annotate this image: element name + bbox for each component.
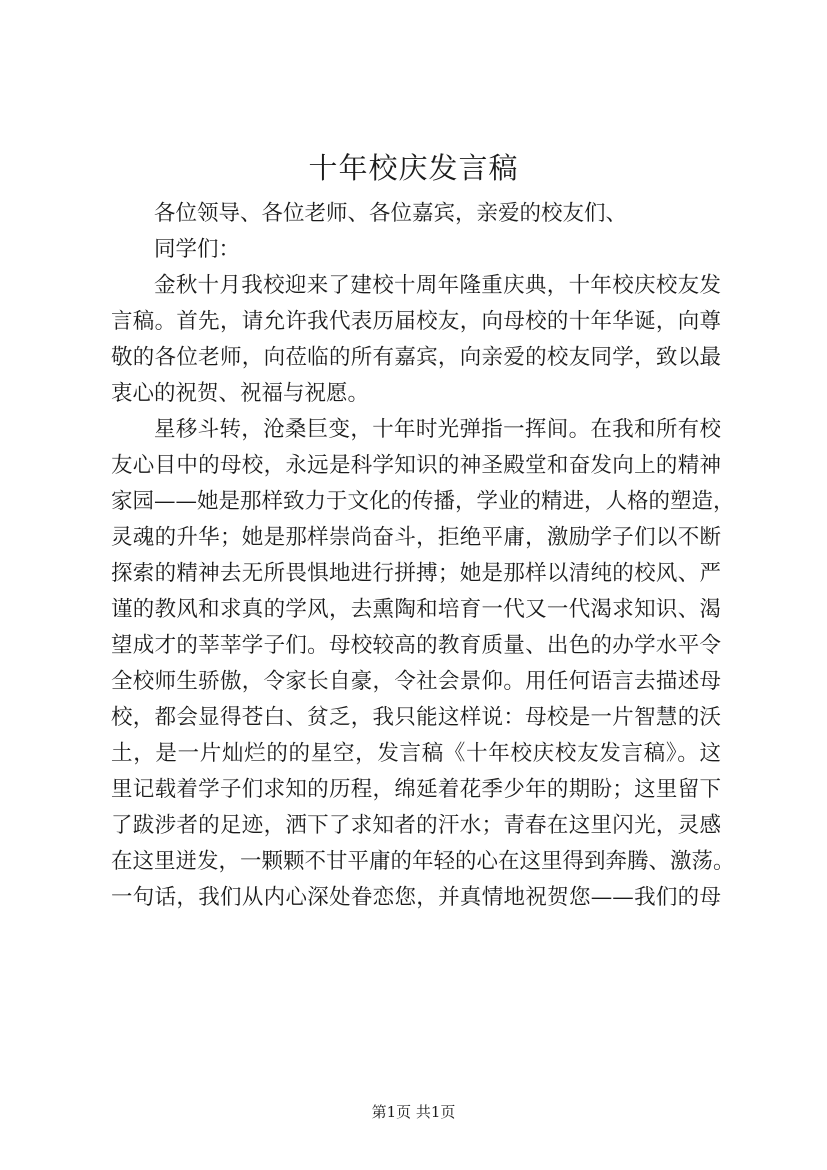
text-line: 金秋十月我校迎来了建校十周年隆重庆典，十年校庆校友发: [154, 273, 721, 298]
text-line: 全校师生骄傲，令家长自豪，令社会景仰。用任何语言去描述母: [111, 669, 721, 694]
document-title: 十年校庆发言稿: [308, 151, 519, 185]
text-line: 各位领导、各位老师、各位嘉宾，亲爱的校友们、: [154, 201, 628, 226]
document-body: [111, 196, 735, 916]
text-line: 土，是一片灿烂的的星空，发言稿《十年校庆校友发言稿》。这: [111, 741, 721, 766]
text-line: 探索的精神去无所畏惧地进行拼搏；她是那样以清纯的校风、严: [111, 561, 721, 586]
text-line: 同学们：: [154, 237, 241, 262]
text-line: 校，都会显得苍白、贫乏，我只能这样说：母校是一片智慧的沃: [111, 705, 721, 730]
text-line: 敬的各位老师，向莅临的所有嘉宾，向亲爱的校友同学，致以最: [111, 345, 721, 370]
text-line: 一句话，我们从内心深处眷恋您，并真情地祝贺您——我们的母: [111, 885, 721, 910]
text-line: 友心目中的母校，永远是科学知识的神圣殿堂和奋发向上的精神: [111, 453, 721, 478]
text-line: 衷心的祝贺、祝福与祝愿。: [111, 381, 370, 406]
text-line: 家园——她是那样致力于文化的传播，学业的精进，人格的塑造，: [111, 489, 735, 514]
text-line: 里记载着学子们求知的历程，绵延着花季少年的期盼；这里留下: [111, 777, 721, 802]
text-line: 言稿。首先，请允许我代表历届校友，向母校的十年华诞，向尊: [111, 309, 721, 334]
text-line: 谨的教风和求真的学风，去熏陶和培育一代又一代渴求知识、渴: [111, 597, 721, 622]
text-line: 星移斗转，沧桑巨变，十年时光弹指一挥间。在我和所有校: [154, 417, 721, 442]
text-line: 灵魂的升华；她是那样崇尚奋斗，拒绝平庸，激励学子们以不断: [111, 525, 721, 550]
page-footer: 第1页 共1页: [371, 1103, 456, 1121]
text-line: 了跋涉者的足迹，洒下了求知者的汗水；青春在这里闪光，灵感: [111, 813, 721, 838]
text-line: 望成才的莘莘学子们。母校较高的教育质量、出色的办学水平令: [111, 633, 721, 658]
text-line: 在这里迸发，一颗颗不甘平庸的年轻的心在这里得到奔腾、激荡。: [111, 849, 735, 874]
